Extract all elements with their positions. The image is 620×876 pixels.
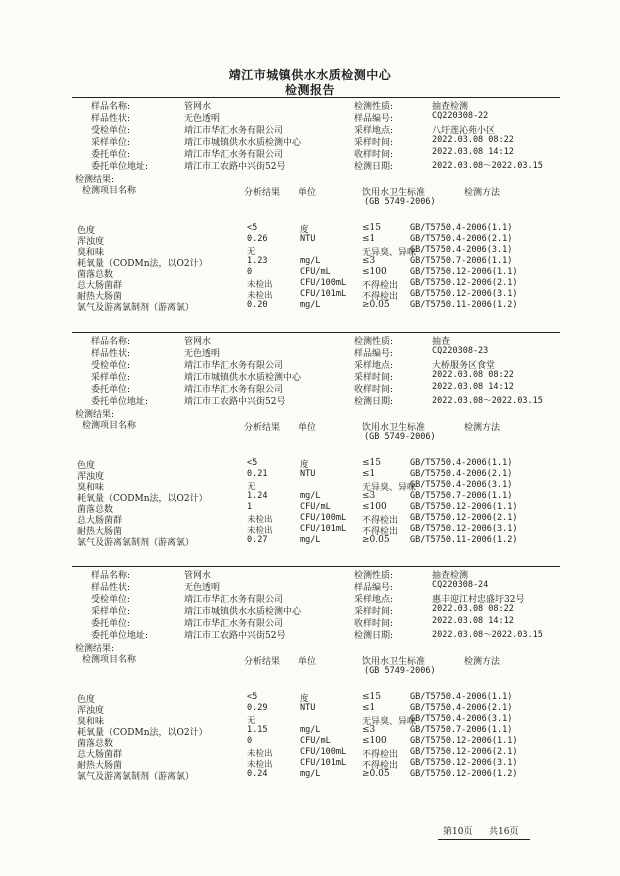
client-address-label: 委托单位地址: <box>91 162 149 172</box>
result-row-standard: ≥0.05 <box>362 535 390 545</box>
test-date: 2022.03.08～2022.03.15 <box>432 396 543 406</box>
col-standard-header: 饮用水卫生标准 <box>362 188 426 198</box>
result-row-method: GB/T5750.7-2006(1.1) <box>410 256 513 266</box>
sampling-time-label: 采样时间: <box>354 607 394 617</box>
sample-no-label: 样品编号: <box>354 583 394 593</box>
result-row-unit: mg/L <box>300 535 321 545</box>
result-row-value: <5 <box>247 692 258 702</box>
test-nature-label: 检测性质: <box>354 337 394 347</box>
result-row-value: 未检出 <box>247 280 273 290</box>
col-standard-header: 饮用水卫生标准 <box>362 423 426 433</box>
result-row-method: GB/T5750.12-2006(1.2) <box>410 769 518 779</box>
result-row-standard: 不得检出 <box>362 516 399 526</box>
result-row-standard: 不得检出 <box>362 292 399 302</box>
result-row-method: GB/T5750.12-2006(3.1) <box>410 524 518 534</box>
result-row-unit: CFU/mL <box>300 267 331 277</box>
client-unit-label: 委托单位: <box>91 385 131 395</box>
result-row-method: GB/T5750.12-2006(1.1) <box>410 502 518 512</box>
result-row-standard: ≤1 <box>362 469 376 479</box>
receipt-time: 2022.03.08 14:12 <box>432 147 514 157</box>
col-item-header: 检测项目名称 <box>82 421 137 431</box>
result-row-unit: 度 <box>300 460 309 470</box>
result-row-value: 0 <box>247 267 253 277</box>
result-row-method: GB/T5750.4-2006(1.1) <box>410 223 513 233</box>
sample-name: 管网水 <box>184 102 212 112</box>
result-row-standard: 不得检出 <box>362 761 399 771</box>
col-unit-header: 单位 <box>298 657 317 667</box>
result-row-value: 1 <box>247 502 253 512</box>
sampling-site-label: 采样地点: <box>354 126 394 136</box>
result-row-value: 0.29 <box>247 703 268 713</box>
sampling-unit: 靖江市城镇供水水质检测中心 <box>184 138 302 148</box>
result-row-item: 菌落总数 <box>77 505 114 515</box>
result-row-method: GB/T5750.4-2006(3.1) <box>410 480 513 490</box>
results-label: 检测结果: <box>75 410 115 420</box>
col-method-header: 检测方法 <box>464 423 501 433</box>
result-row-unit: CFU/mL <box>300 502 331 512</box>
sample-state-label: 样品性状: <box>91 349 131 359</box>
result-row-method: GB/T5750.4-2006(3.1) <box>410 245 513 255</box>
result-row-unit: CFU/100mL <box>300 747 347 757</box>
col-standard-ref: (GB 5749-2006) <box>364 666 436 676</box>
sample-name-label: 样品名称: <box>91 102 131 112</box>
result-row-standard: ≤3 <box>362 256 376 266</box>
entrusted-unit-label: 受检单位: <box>91 595 131 605</box>
client-unit-label: 委托单位: <box>91 150 131 160</box>
result-row-item: 总大肠菌群 <box>77 750 123 760</box>
result-row-value: 未检出 <box>247 760 273 770</box>
result-row-item: 耗氧量（CODMn法，以O2计） <box>77 728 208 738</box>
receipt-time-label: 收样时间: <box>354 619 394 629</box>
client-address: 靖江市工农路中兴街52号 <box>184 631 286 641</box>
result-row-method: GB/T5750.12-2006(1.1) <box>410 736 518 746</box>
result-row-value: 1.23 <box>247 256 268 266</box>
sample-name: 管网水 <box>184 337 212 347</box>
client-unit-label: 委托单位: <box>91 619 131 629</box>
result-row-value: 0.26 <box>247 234 268 244</box>
result-row-method: GB/T5750.4-2006(2.1) <box>410 469 513 479</box>
entrusted-unit: 靖江市华汇水务有限公司 <box>184 595 284 605</box>
entrusted-unit: 靖江市华汇水务有限公司 <box>184 126 284 136</box>
result-row-unit: NTU <box>300 234 316 244</box>
result-row-item: 氯气及游离氯制剂（游离氯） <box>77 303 195 313</box>
result-row-value: 未检出 <box>247 749 273 759</box>
sample-name: 管网水 <box>184 571 212 581</box>
result-row-method: GB/T5750.4-2006(3.1) <box>410 714 513 724</box>
result-row-unit: mg/L <box>300 300 321 310</box>
result-row-method: GB/T5750.12-2006(2.1) <box>410 278 518 288</box>
sampling-unit-label: 采样单位: <box>91 138 131 148</box>
result-row-item: 耗氧量（CODMn法，以O2计） <box>77 494 208 504</box>
col-item-header: 检测项目名称 <box>82 186 137 196</box>
result-row-value: 1.24 <box>247 491 268 501</box>
receipt-time: 2022.03.08 14:12 <box>432 382 514 392</box>
results-label: 检测结果: <box>75 175 115 185</box>
result-row-standard: 不得检出 <box>362 281 399 291</box>
result-row-unit: mg/L <box>300 491 321 501</box>
test-nature-label: 检测性质: <box>354 102 394 112</box>
entrusted-unit: 靖江市华汇水务有限公司 <box>184 361 284 371</box>
page-total: 共16页 <box>489 827 519 837</box>
result-row-method: GB/T5750.12-2006(3.1) <box>410 289 518 299</box>
divider <box>72 97 560 98</box>
sample-no: CQ220308-24 <box>432 580 489 590</box>
test-date-label: 检测日期: <box>354 162 394 172</box>
sampling-unit-label: 采样单位: <box>91 373 131 383</box>
result-row-item: 浑浊度 <box>77 472 105 482</box>
client-address: 靖江市工农路中兴街52号 <box>184 162 286 172</box>
sampling-site: 大桥服务区食堂 <box>432 361 496 371</box>
result-row-value: 无 <box>247 716 256 726</box>
result-row-method: GB/T5750.7-2006(1.1) <box>410 491 513 501</box>
result-row-standard: 无异臭、异味 <box>362 717 417 727</box>
result-row-method: GB/T5750.12-2006(2.1) <box>410 747 518 757</box>
test-date-label: 检测日期: <box>354 397 394 407</box>
org-title: 靖江市城镇供水水质检测中心 <box>228 68 392 82</box>
result-row-method: GB/T5750.11-2006(1.2) <box>410 300 518 310</box>
result-row-method: GB/T5750.4-2006(2.1) <box>410 703 513 713</box>
sample-state: 无色透明 <box>184 114 221 124</box>
result-row-standard: ≤15 <box>362 458 381 468</box>
result-row-method: GB/T5750.4-2006(1.1) <box>410 458 513 468</box>
test-date: 2022.03.08～2022.03.15 <box>432 630 543 640</box>
page-number: 第10页 <box>443 827 473 837</box>
sampling-time-label: 采样时间: <box>354 373 394 383</box>
result-row-item: 耐热大肠菌 <box>77 761 123 771</box>
result-row-value: 0.27 <box>247 535 268 545</box>
test-nature: 抽查检测 <box>432 102 469 112</box>
result-row-standard: 不得检出 <box>362 750 399 760</box>
result-row-value: 0.20 <box>247 300 268 310</box>
col-method-header: 检测方法 <box>464 188 501 198</box>
result-row-item: 耐热大肠菌 <box>77 292 123 302</box>
result-row-item: 耗氧量（CODMn法，以O2计） <box>77 259 208 269</box>
result-row-item: 菌落总数 <box>77 270 114 280</box>
col-result-header: 分析结果 <box>244 423 281 433</box>
sampling-unit: 靖江市城镇供水水质检测中心 <box>184 607 302 617</box>
result-row-standard: ≤15 <box>362 692 381 702</box>
col-standard-ref: (GB 5749-2006) <box>364 432 436 442</box>
result-row-unit: CFU/101mL <box>300 524 347 534</box>
result-row-item: 总大肠菌群 <box>77 281 123 291</box>
sampling-time: 2022.03.08 08:22 <box>432 604 514 614</box>
result-row-value: 未检出 <box>247 515 273 525</box>
sample-section <box>72 568 560 798</box>
sample-section <box>72 99 560 329</box>
test-date-label: 检测日期: <box>354 631 394 641</box>
sample-state: 无色透明 <box>184 583 221 593</box>
result-row-value: 0.21 <box>247 469 268 479</box>
result-row-method: GB/T5750.12-2006(1.1) <box>410 267 518 277</box>
result-row-unit: mg/L <box>300 256 321 266</box>
result-row-unit: NTU <box>300 469 316 479</box>
col-standard-ref: (GB 5749-2006) <box>364 197 436 207</box>
result-row-value: <5 <box>247 458 258 468</box>
result-row-value: 0 <box>247 736 253 746</box>
client-address-label: 委托单位地址: <box>91 631 149 641</box>
result-row-value: 未检出 <box>247 526 273 536</box>
divider <box>72 566 560 567</box>
col-item-header: 检测项目名称 <box>82 655 137 665</box>
result-row-item: 色度 <box>77 226 96 236</box>
client-address: 靖江市工农路中兴街52号 <box>184 397 286 407</box>
result-row-unit: NTU <box>300 703 316 713</box>
result-row-item: 氯气及游离氯制剂（游离氯） <box>77 772 195 782</box>
result-row-standard: ≤1 <box>362 703 376 713</box>
sample-state-label: 样品性状: <box>91 114 131 124</box>
result-row-unit: 度 <box>300 694 309 704</box>
sample-name-label: 样品名称: <box>91 337 131 347</box>
result-row-value: 0.24 <box>247 769 268 779</box>
result-row-item: 总大肠菌群 <box>77 516 123 526</box>
result-row-standard: ≤3 <box>362 491 376 501</box>
test-nature: 抽查检测 <box>432 571 469 581</box>
result-row-method: GB/T5750.11-2006(1.2) <box>410 535 518 545</box>
result-row-unit: CFU/100mL <box>300 278 347 288</box>
sampling-unit: 靖江市城镇供水水质检测中心 <box>184 373 302 383</box>
result-row-unit: CFU/101mL <box>300 289 347 299</box>
sampling-time-label: 采样时间: <box>354 138 394 148</box>
result-row-unit: mg/L <box>300 725 321 735</box>
result-row-item: 色度 <box>77 695 96 705</box>
result-row-unit: CFU/101mL <box>300 758 347 768</box>
result-row-value: <5 <box>247 223 258 233</box>
sample-state: 无色透明 <box>184 349 221 359</box>
test-date: 2022.03.08～2022.03.15 <box>432 161 543 171</box>
sampling-site: 八圩莲沁苑小区 <box>432 126 496 136</box>
receipt-time-label: 收样时间: <box>354 385 394 395</box>
footer-underline <box>438 839 530 840</box>
sample-name-label: 样品名称: <box>91 571 131 581</box>
sample-no-label: 样品编号: <box>354 114 394 124</box>
result-row-item: 菌落总数 <box>77 739 114 749</box>
col-standard-header: 饮用水卫生标准 <box>362 657 426 667</box>
result-row-standard: ≤100 <box>362 502 387 512</box>
result-row-item: 氯气及游离氯制剂（游离氯） <box>77 538 195 548</box>
test-nature-label: 检测性质: <box>354 571 394 581</box>
result-row-standard: ≤3 <box>362 725 376 735</box>
result-row-value: 无 <box>247 482 256 492</box>
sample-no-label: 样品编号: <box>354 349 394 359</box>
result-row-unit: CFU/100mL <box>300 513 347 523</box>
client-unit: 靖江市华汇水务有限公司 <box>184 385 284 395</box>
result-row-item: 臭和味 <box>77 248 105 258</box>
client-unit: 靖江市华汇水务有限公司 <box>184 619 284 629</box>
receipt-time: 2022.03.08 14:12 <box>432 616 514 626</box>
result-row-unit: mg/L <box>300 769 321 779</box>
client-unit: 靖江市华汇水务有限公司 <box>184 150 284 160</box>
client-address-label: 委托单位地址: <box>91 397 149 407</box>
result-row-item: 浑浊度 <box>77 237 105 247</box>
result-row-value: 1.15 <box>247 725 268 735</box>
sample-state-label: 样品性状: <box>91 583 131 593</box>
sampling-time: 2022.03.08 08:22 <box>432 135 514 145</box>
result-row-standard: ≤100 <box>362 267 387 277</box>
sampling-unit-label: 采样单位: <box>91 607 131 617</box>
entrusted-unit-label: 受检单位: <box>91 126 131 136</box>
result-row-item: 耐热大肠菌 <box>77 527 123 537</box>
result-row-item: 臭和味 <box>77 483 105 493</box>
result-row-standard: 不得检出 <box>362 527 399 537</box>
result-row-standard: ≤100 <box>362 736 387 746</box>
result-row-method: GB/T5750.7-2006(1.1) <box>410 725 513 735</box>
result-row-standard: ≤1 <box>362 234 376 244</box>
result-row-item: 色度 <box>77 461 96 471</box>
entrusted-unit-label: 受检单位: <box>91 361 131 371</box>
col-result-header: 分析结果 <box>244 188 281 198</box>
sampling-site: 惠丰迎江村忠盛圩32号 <box>432 595 525 605</box>
result-row-value: 未检出 <box>247 291 273 301</box>
sample-section <box>72 334 560 564</box>
result-row-value: 无 <box>247 247 256 257</box>
result-row-item: 臭和味 <box>77 717 105 727</box>
result-row-method: GB/T5750.12-2006(3.1) <box>410 758 518 768</box>
sampling-time: 2022.03.08 08:22 <box>432 370 514 380</box>
sample-no: CQ220308-22 <box>432 111 489 121</box>
result-row-standard: 无异臭、异味 <box>362 483 417 493</box>
sample-no: CQ220308-23 <box>432 346 489 356</box>
sampling-site-label: 采样地点: <box>354 595 394 605</box>
result-row-item: 浑浊度 <box>77 706 105 716</box>
col-method-header: 检测方法 <box>464 657 501 667</box>
sampling-site-label: 采样地点: <box>354 361 394 371</box>
result-row-standard: ≥0.05 <box>362 300 390 310</box>
col-result-header: 分析结果 <box>244 657 281 667</box>
test-nature: 抽查 <box>432 337 451 347</box>
report-title: 检测报告 <box>284 83 335 97</box>
result-row-method: GB/T5750.4-2006(2.1) <box>410 234 513 244</box>
result-row-method: GB/T5750.4-2006(1.1) <box>410 692 513 702</box>
result-row-unit: CFU/mL <box>300 736 331 746</box>
col-unit-header: 单位 <box>298 188 317 198</box>
receipt-time-label: 收样时间: <box>354 150 394 160</box>
result-row-standard: 无异臭、异味 <box>362 248 417 258</box>
result-row-method: GB/T5750.12-2006(2.1) <box>410 513 518 523</box>
results-label: 检测结果: <box>75 644 115 654</box>
result-row-standard: ≤15 <box>362 223 381 233</box>
col-unit-header: 单位 <box>298 423 317 433</box>
result-row-unit: 度 <box>300 225 309 235</box>
divider <box>72 332 560 333</box>
result-row-standard: ≥0.05 <box>362 769 390 779</box>
